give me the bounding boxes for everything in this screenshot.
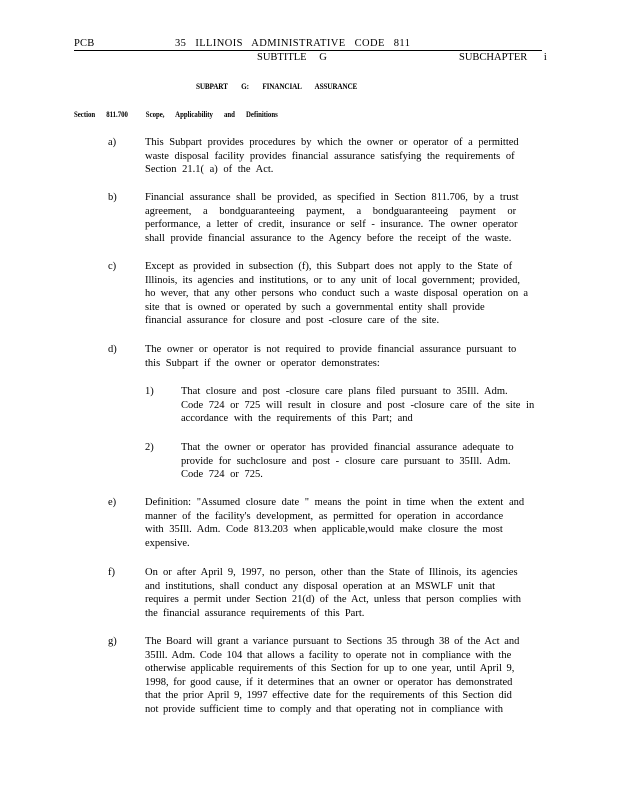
text-line: 1998, for good cause, if it determines that an owner or operator has demonstrated [145,676,513,688]
paragraph-label: 2) [145,442,154,453]
subsection-text [145,343,516,370]
header-code-title: 35 ILLINOIS ADMINISTRATIVE CODE 811 [175,38,411,49]
text-line: otherwise applicable requirements of this Section for up to one year, until April 9, [145,663,515,675]
section-label: Section [74,110,96,119]
subsection-text [145,496,524,550]
text-line: manner of the facility's development, as permitted for operation in accordance [145,510,504,522]
text-line: Financial assurance shall be provided, as specified in Section 811.706, by a trust [145,192,519,203]
subsection-label: f) [108,567,115,578]
subsection-label: g) [108,636,117,647]
text-line: That the owner or operator has provided financial assurance adequate to [181,442,514,453]
text-line: That closure and post -closure care plans filed pursuant to 35Ill. Adm. [181,386,508,397]
subpart-title: SUBPART G: FINANCIAL ASSURANCE [196,81,358,91]
header-subtitle: SUBTITLE G [257,52,327,63]
text-line: agreement, a bondguaranteeing payment, a bondguaranteeing payment or [145,205,517,217]
section-title: Scope, Applicability and Definitions [145,110,278,119]
text-line: On or after April 9, 1997, no person, other than the State of Illinois, its agencies [145,567,518,578]
text-line: The Board will grant a variance pursuant to Sections 35 through 38 of the Act and [145,636,520,647]
header-subchapter: SUBCHAPTER i [459,52,547,63]
text-line: Code 724 or 725 will result in closure and post -closure care of the site in [181,399,535,411]
text-line: with 35Ill. Adm. Code 813.203 when applicable,would make closure the most [145,524,503,536]
text-line: shall provide financial assurance to the Agency before the receipt of the waste. [145,232,512,244]
text-line: Code 724 or 725. [181,469,263,481]
text-line: This Subpart provides procedures by which the owner or operator of a permitted [145,137,519,148]
header-agency: PCB [74,38,95,49]
text-line: Definition: "Assumed closure date " means the point in time when the extent and [145,497,525,508]
subsection-text [145,191,519,245]
paragraph-label: 1) [145,386,154,397]
subsection-text [145,635,519,717]
text-line: this Subpart if the owner or operator demonstrates: [145,357,380,369]
text-line: Section 21.1( a) of the Act. [145,164,274,176]
subsection-text [145,136,519,177]
text-line: accordance with the requirements of this Part; and [181,413,413,425]
text-line: performance, a letter of credit, insurance or self - insurance. The owner operator [145,219,518,231]
text-line: The owner or operator is not required to provide financial assurance pursuant to [145,344,517,355]
text-line: waste disposal facility provides financial assurance satisfying the requirements of [145,150,515,162]
text-line: not provide sufficient time to comply and that operating not in compliance with [145,703,503,715]
paragraph-text [181,441,514,482]
subsection-text [145,260,528,328]
header-rule [74,50,542,51]
text-line: provide for suchclosure and post - closure care pursuant to 35Ill. Adm. [181,455,511,467]
subsection-label: c) [108,261,117,272]
text-line: Illinois, its agencies and institutions, or to any unit of local government; provided, [145,274,520,286]
text-line: requires a permit under Section 21(d) of the Act, unless that person complies with [145,594,522,606]
text-line: the financial assurance requirements of this Part. [145,607,365,619]
text-line: 35Ill. Adm. Code 104 that allows a facility to operate not in compliance with the [145,649,512,661]
paragraph-text [181,385,534,426]
text-line: expensive. [145,537,190,549]
section-heading [74,110,278,119]
subsection-text [145,566,521,620]
section-number: 811.700 [106,110,128,119]
subsection-label: e) [108,497,117,508]
subsection-label: d) [108,344,117,355]
text-line: site that is owned or operated by such a governmental entity shall provide [145,301,485,313]
subsection-label: a) [108,137,117,148]
text-line: ho wever, that any other persons who conduct such a waste disposal operation on a [145,288,529,300]
text-line: that the prior April 9, 1997 effective date for the requirements of this Section did [145,690,512,702]
text-line: and institutions, shall conduct any disposal operation at an MSWLF unit that [145,580,496,592]
text-line: financial assurance for closure and post -closure care of the site. [145,315,440,327]
text-line: Except as provided in subsection (f), this Subpart does not apply to the State of [145,261,513,272]
subsection-label: b) [108,192,117,203]
